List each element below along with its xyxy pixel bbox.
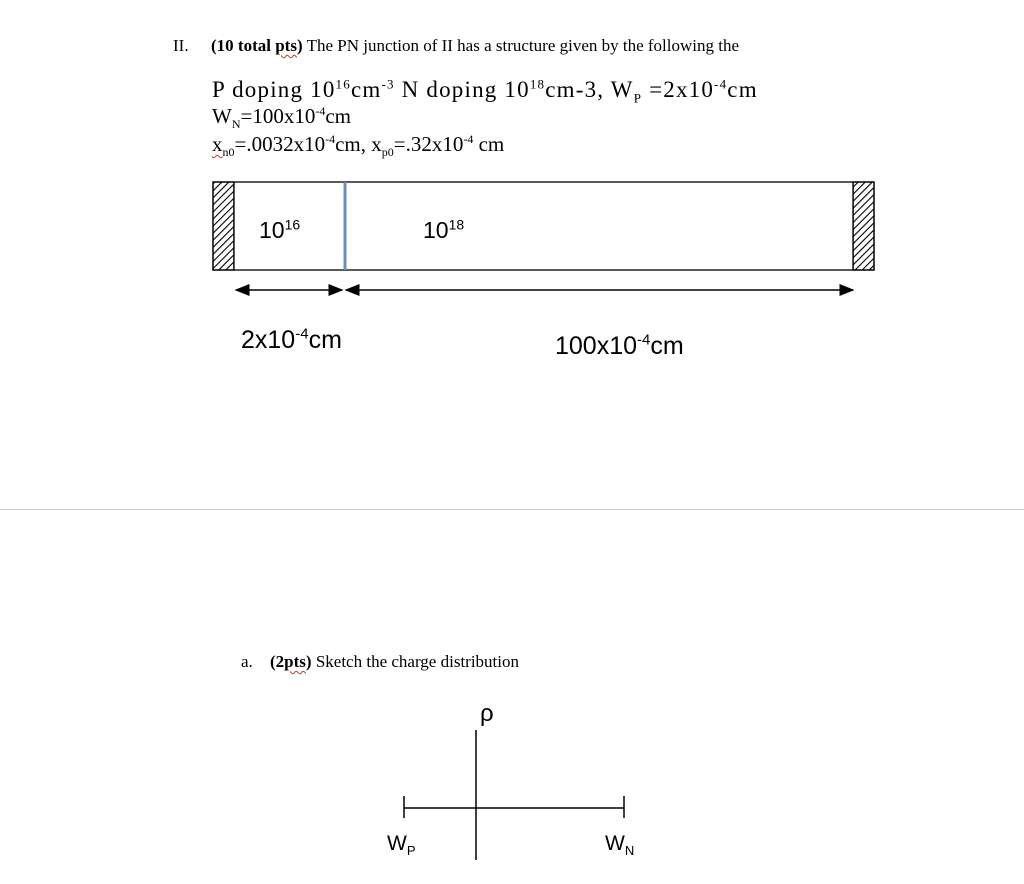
wn-dim-unit: cm (650, 332, 684, 360)
page-divider (0, 509, 1024, 510)
wn-axis-subscript: N (624, 843, 635, 859)
right-contact (853, 182, 874, 270)
p-region-base: 10 (259, 217, 285, 243)
wn-value: =100x10 (240, 104, 316, 128)
part-a-prompt (270, 652, 519, 672)
part-a-points-close: ) (305, 652, 312, 671)
wp-value: =2x10 (642, 77, 715, 102)
wp-axis-subscript: P (406, 843, 416, 859)
wp-dim-unit: cm (308, 326, 342, 354)
part-a-points-open: (2 (270, 652, 285, 671)
wp-dimension-label (241, 326, 342, 355)
wn-subscript: N (231, 117, 241, 132)
p-region-concentration (259, 217, 300, 244)
points-close: ) (296, 36, 303, 55)
question-text: The PN junction of II has a structure given by the following the (302, 36, 740, 55)
xp0-unit: cm (473, 132, 505, 156)
part-a-text: Sketch the charge distribution (311, 652, 519, 671)
semiconductor-bar (234, 182, 853, 270)
wp-exp: -4 (714, 76, 728, 92)
n-region-base: 10 (423, 217, 449, 243)
part-a-points (270, 652, 312, 671)
wn-exp: -4 (315, 104, 326, 118)
xn0-x: x (212, 132, 223, 156)
part-a-label: a. (241, 652, 253, 671)
wn-axis-label (605, 832, 635, 859)
points-word: pts (275, 36, 297, 55)
wn-dim-exp: -4 (637, 331, 651, 349)
xp0-subscript: p0 (381, 145, 394, 160)
n-doping-exp: 18 (529, 76, 546, 92)
n-region-exp: 18 (448, 216, 465, 233)
wp-subscript: P (633, 90, 643, 106)
wp-unit: cm (727, 77, 758, 102)
xn0-subscript: n0 (222, 145, 235, 160)
p-doping-unit-exp: -3 (381, 76, 395, 92)
wp-axis-label (387, 832, 416, 859)
wp-dim-base: 2x10 (241, 326, 296, 354)
xn0-exp: -4 (325, 132, 336, 146)
xp0-value: =.32x10 (393, 132, 464, 156)
part-a-points-word: pts (284, 652, 306, 671)
wp-dim-exp: -4 (295, 325, 309, 343)
points-prefix: (10 total (211, 36, 276, 55)
wn-axis-symbol: W (605, 832, 625, 855)
p-doping-label: P doping 10 (212, 77, 336, 102)
p-region-exp: 16 (284, 216, 301, 233)
p-doping-exp: 16 (335, 76, 351, 92)
wn-dim-base: 100x10 (555, 332, 638, 360)
n-region-concentration (423, 217, 464, 244)
wn-unit: cm (325, 104, 351, 128)
n-doping-tail: cm-3, W (545, 77, 634, 102)
p-doping-unit: cm (350, 77, 382, 102)
xn0-unit: cm, x (335, 132, 382, 156)
left-contact (213, 182, 234, 270)
xn0-value: =.0032x10 (234, 132, 326, 156)
wn-symbol: W (212, 104, 232, 128)
n-doping-label: N doping 10 (394, 77, 530, 102)
wp-axis-symbol: W (387, 832, 407, 855)
wn-dimension-label (555, 332, 684, 361)
xp0-exp: -4 (463, 132, 474, 146)
question-number: II. (173, 36, 189, 55)
rho-label: ρ (480, 700, 494, 727)
